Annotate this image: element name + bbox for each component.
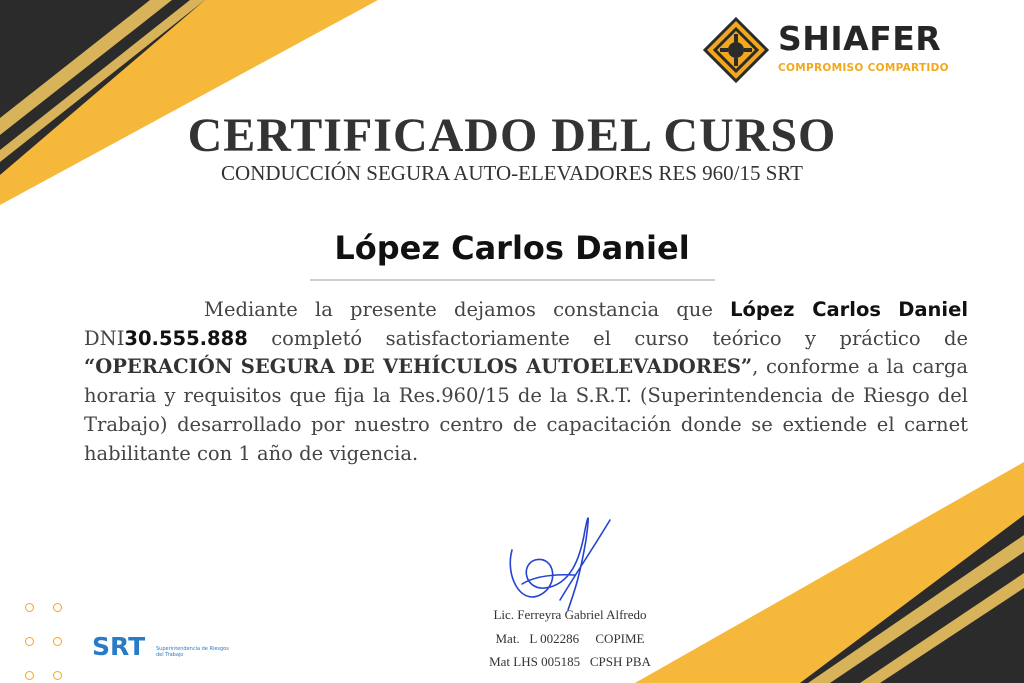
signer-mat1: Mat. L 002286 COPIME <box>495 631 645 646</box>
srt-logo <box>92 632 229 661</box>
body-dni-label: DNI <box>84 326 125 350</box>
body-completed: completó satisfactoriamente el curso teórico y práctico de <box>271 326 968 350</box>
body-intro: Mediante la presente dejamos constancia que <box>204 298 713 321</box>
body-rest: , conforme a la carga horaria y requisitos que fija la Res.960/15 de la S.R.T. (Superintendencia de Riesgo del Trabajo) desarrollado por nuestro centro de capacitación donde se extiende el carnet habilitante con 1 año de vigencia. <box>84 355 968 465</box>
body-name-part2: Daniel <box>898 298 969 321</box>
decorative-dot <box>53 603 62 612</box>
srt-logo-text: SRT <box>92 632 146 661</box>
decorative-dot <box>25 603 34 612</box>
brand-name: SHIAFER <box>778 19 942 58</box>
decorative-dot <box>25 637 34 646</box>
name-underline <box>310 279 715 281</box>
decorative-dot <box>53 671 62 680</box>
body-name-part1: López Carlos <box>730 298 881 321</box>
logo-diamond-icon <box>703 17 769 83</box>
signer-name: Lic. Ferreyra Gabriel Alfredo <box>493 607 647 622</box>
certificate-subtitle: CONDUCCIÓN SEGURA AUTO-ELEVADORES RES 960/15 SRT <box>221 161 803 185</box>
body-dni: 30.555.888 <box>124 326 248 350</box>
certificate-title: CERTIFICADO DEL CURSO <box>187 109 837 162</box>
decorative-dot <box>53 637 62 646</box>
signer-mat2: Mat LHS 005185 CPSH PBA <box>489 654 651 669</box>
certificate-body <box>84 296 968 468</box>
shiafer-logo <box>703 17 953 79</box>
body-course: “OPERACIÓN SEGURA DE VEHÍCULOS AUTOELEVADORES” <box>84 355 753 379</box>
srt-logo-subtext: Superintendencia de Riesgos del Trabajo <box>156 646 229 658</box>
recipient-name: López Carlos Daniel <box>334 229 690 267</box>
brand-tagline: COMPROMISO COMPARTIDO <box>778 62 949 74</box>
signature-scribble <box>510 518 610 610</box>
decorative-dot <box>25 671 34 680</box>
